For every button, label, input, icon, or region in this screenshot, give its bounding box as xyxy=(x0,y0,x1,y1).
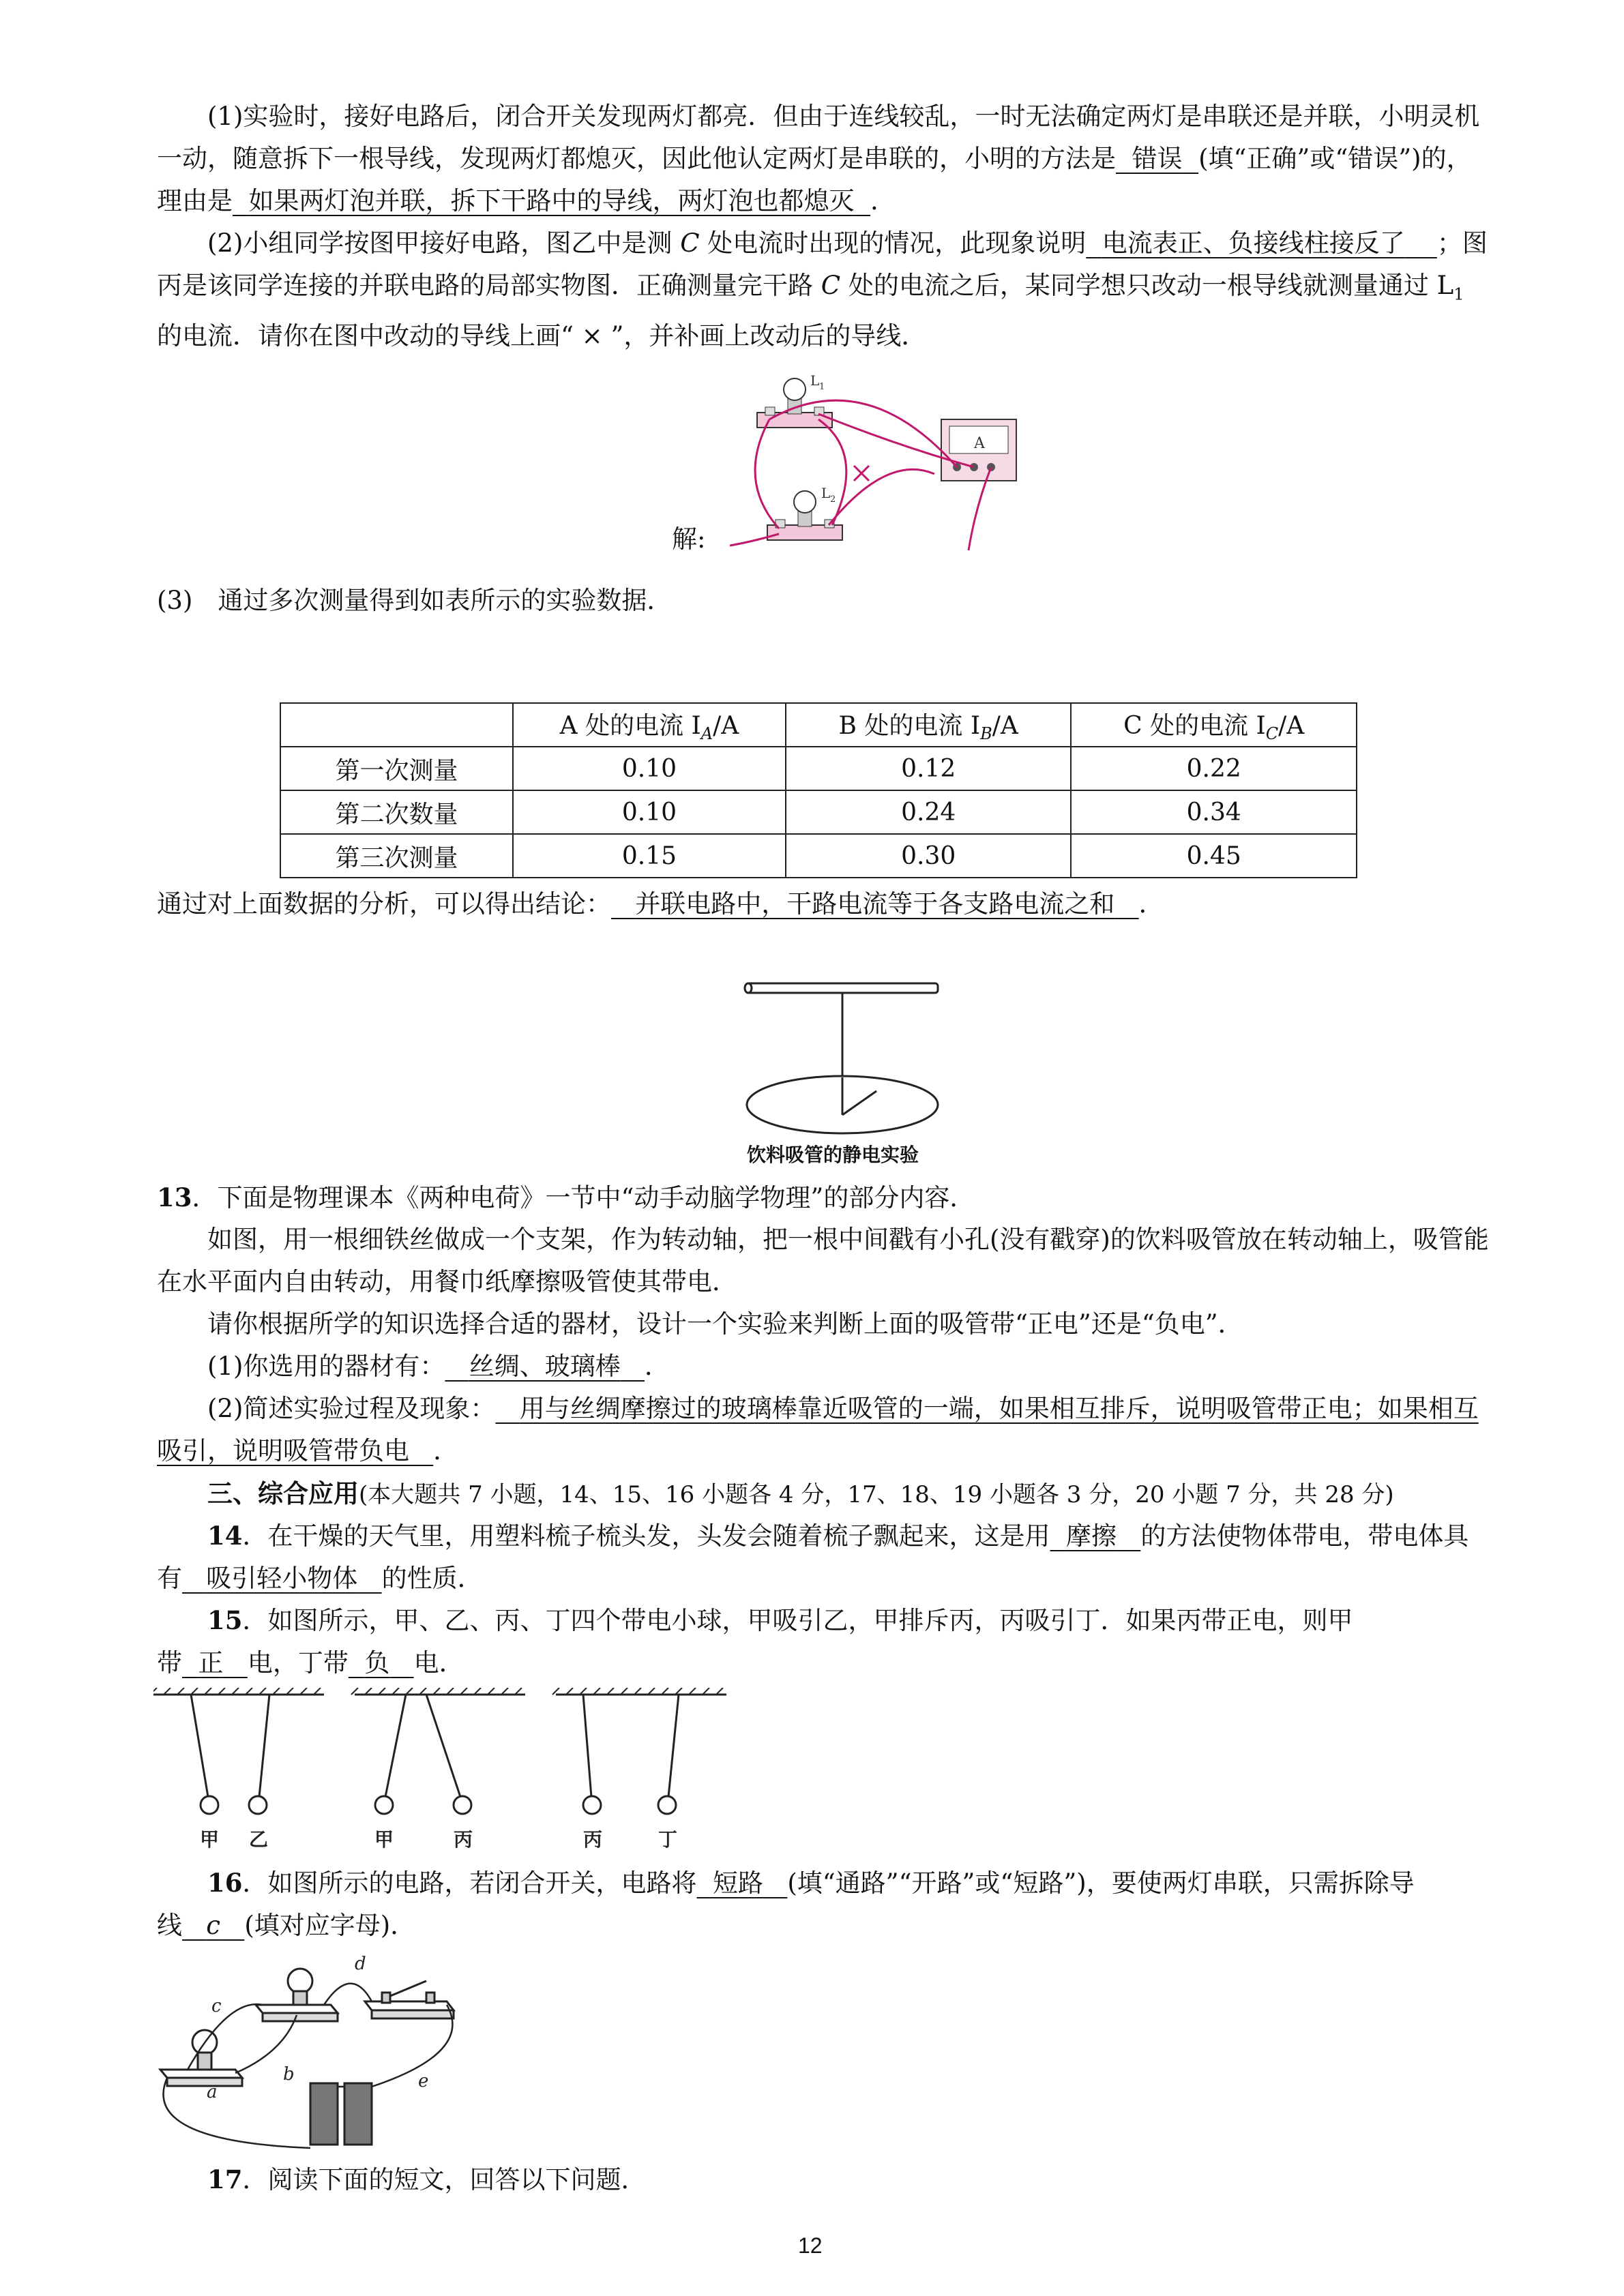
ball-label: 丁 xyxy=(658,1828,678,1851)
ball-label: 丙 xyxy=(454,1828,473,1851)
data-table xyxy=(280,702,1357,878)
q15-answer-1: 正 xyxy=(198,1648,224,1678)
q14-answer-1: 摩擦 xyxy=(1066,1521,1117,1551)
q12-part3: (3) 通过多次测量得到如表所示的实验数据． xyxy=(157,586,673,615)
table-header-1: A 处的电流 $I_A/A$ xyxy=(513,703,786,747)
q13-answer-2: 用与丝绸摩擦过的玻璃棒靠近吸管的一端，如果相互排斥，说明吸管带正电；如果相互吸引，说明吸管带负电 xyxy=(157,1394,1479,1465)
charged-balls-figure xyxy=(153,1688,740,1855)
table-cell-label: 第三次测量 xyxy=(280,834,513,878)
table-header-3: C 处的电流 $I_C/A$ xyxy=(1071,703,1357,747)
table-cell-label: 第一次测量 xyxy=(280,747,513,790)
table-cell: 0.45 xyxy=(1071,834,1357,878)
q12-conclusion: 通过对上面数据的分析，可以得出结论： 并联电路中，干路电流等于各支路电流之和 ． xyxy=(157,889,1164,919)
table-row xyxy=(280,747,1357,790)
ball-label: 丙 xyxy=(583,1828,603,1851)
q12-answer-2: 如果两灯泡并联，拆下干路中的导线，两灯泡也都熄灭 xyxy=(248,186,855,215)
straw-figure-caption: 饮料吸管的静电实验 xyxy=(747,1144,919,1166)
table-header-0 xyxy=(280,703,513,747)
q12-answer-4: 并联电路中，干路电流等于各支路电流之和 xyxy=(635,889,1115,919)
wire-label: a xyxy=(207,2082,218,2102)
q13-task: 请你根据所学的知识选择合适的器材，设计一个实验来判断上面的吸管带“正电”还是“负电”． xyxy=(207,1309,1243,1339)
svg-text:2: 2 xyxy=(830,494,836,505)
q12-answer-1: 错误 xyxy=(1132,144,1183,173)
q16-answer-1: 短路 xyxy=(713,1868,764,1898)
q13-part2: (2)简述实验过程及现象： 用与丝绸摩擦过的玻璃棒靠近吸管的一端，如果相互排斥，说明吸管带正电；如果相互吸引，说明吸管带负电 ． xyxy=(157,1394,1479,1465)
table-cell: 0.12 xyxy=(786,747,1072,790)
q12-part1: (1)实验时，接好电路后，闭合开关发现两灯都亮．但由于连线较乱，一时无法确定两灯是串联还是并联，小明灵机一动，随意拆下一根导线，发现两灯都熄灭，因此他认定两灯是串联的，小明的方法是 错误 (填“正确”或“错误”)的，理由是 如果两灯泡并联，拆下干路中的导线，两灯泡也都熄灭 ． xyxy=(157,102,1480,215)
table-cell: 0.24 xyxy=(786,790,1072,834)
wire-label: e xyxy=(418,2071,429,2091)
q14: 14．在干燥的天气里，用塑料梳子梳头发，头发会随着梳子飘起来，这是用 摩擦 的方法使物体带电，带电体具有 吸引轻小物体 的性质． xyxy=(157,1521,1469,1593)
q12-part2: (2)小组同学按图甲接好电路，图乙中是测 C 处电流时出现的情况，此现象说明 电流表正、负接线柱接反了 ；图丙是该同学连接的并联电路的局部实物图．正确测量完干路 C 处的电流之后，某同学想只改动一根导线就测量通过 $L_1$ 的电流．请你在图中改动的导线上画“ × ”，并补画上改动后的导线． xyxy=(157,228,1488,351)
q14-answer-2: 吸引轻小物体 xyxy=(206,1564,358,1593)
q15: 15．如图所示，甲、乙、丙、丁四个带电小球，甲吸引乙，甲排斥丙，丙吸引丁．如果丙带正电，则甲带 正 电，丁带 负 电． xyxy=(157,1605,1353,1678)
wire-label: c xyxy=(211,1996,222,2016)
wire-label: b xyxy=(283,2064,295,2085)
ball-label: 乙 xyxy=(249,1828,269,1851)
wire-label: d xyxy=(355,1954,366,1974)
table-cell: 0.10 xyxy=(513,747,786,790)
ball-label: 甲 xyxy=(374,1828,394,1851)
page-number: 12 xyxy=(798,2233,823,2258)
q13-part1: (1)你选用的器材有： 丝绸、玻璃棒 ． xyxy=(207,1352,670,1381)
table-header-2: B 处的电流 $I_B/A$ xyxy=(786,703,1072,747)
svg-text:1: 1 xyxy=(819,382,825,392)
q17: 17．阅读下面的短文，回答以下问题． xyxy=(207,2164,647,2194)
q12-answer-3: 电流表正、负接线柱接反了 xyxy=(1102,228,1405,258)
svg-text:L: L xyxy=(810,372,820,389)
q15-answer-2: 负 xyxy=(364,1648,390,1678)
table-cell-label: 第二次数量 xyxy=(280,790,513,834)
table-row xyxy=(280,834,1357,878)
parallel-circuit-figure xyxy=(730,372,1030,552)
solution-label: 解: xyxy=(672,524,706,554)
table-header-row xyxy=(280,703,1357,747)
table-cell: 0.22 xyxy=(1071,747,1357,790)
straw-experiment-figure xyxy=(740,975,958,1139)
table-row xyxy=(280,790,1357,834)
series-circuit-figure xyxy=(147,1950,488,2155)
q13-description: 如图，用一根细铁丝做成一个支架，作为转动轴，把一根中间戳有小孔(没有戳穿)的饮料吸管放在转动轴上，吸管能在水平面内自由转动，用餐巾纸摩擦吸管使其带电． xyxy=(157,1225,1489,1296)
q13-answer-1: 丝绸、玻璃棒 xyxy=(469,1352,621,1381)
svg-text:L: L xyxy=(821,485,831,501)
svg-text:A: A xyxy=(974,435,985,452)
section-3-heading: 三、综合应用(本大题共 7 小题，14、15、16 小题各 4 分，17、18、19 小题各 3 分，20 小题 7 分，共 28 分) xyxy=(207,1478,1394,1508)
ball-label: 甲 xyxy=(200,1828,220,1851)
table-cell: 0.15 xyxy=(513,834,786,878)
q16-answer-2: c xyxy=(206,1911,221,1940)
table-cell: 0.10 xyxy=(513,790,786,834)
q13-intro: 13．下面是物理课本《两种电荷》一节中“动手动脑学物理”的部分内容． xyxy=(157,1182,975,1212)
table-cell: 0.30 xyxy=(786,834,1072,878)
q16: 16．如图所示的电路，若闭合开关，电路将 短路 (填“通路”“开路”或“短路”)，要使两灯串联，只需拆除导线 c (填对应字母)． xyxy=(157,1868,1415,1940)
table-cell: 0.34 xyxy=(1071,790,1357,834)
